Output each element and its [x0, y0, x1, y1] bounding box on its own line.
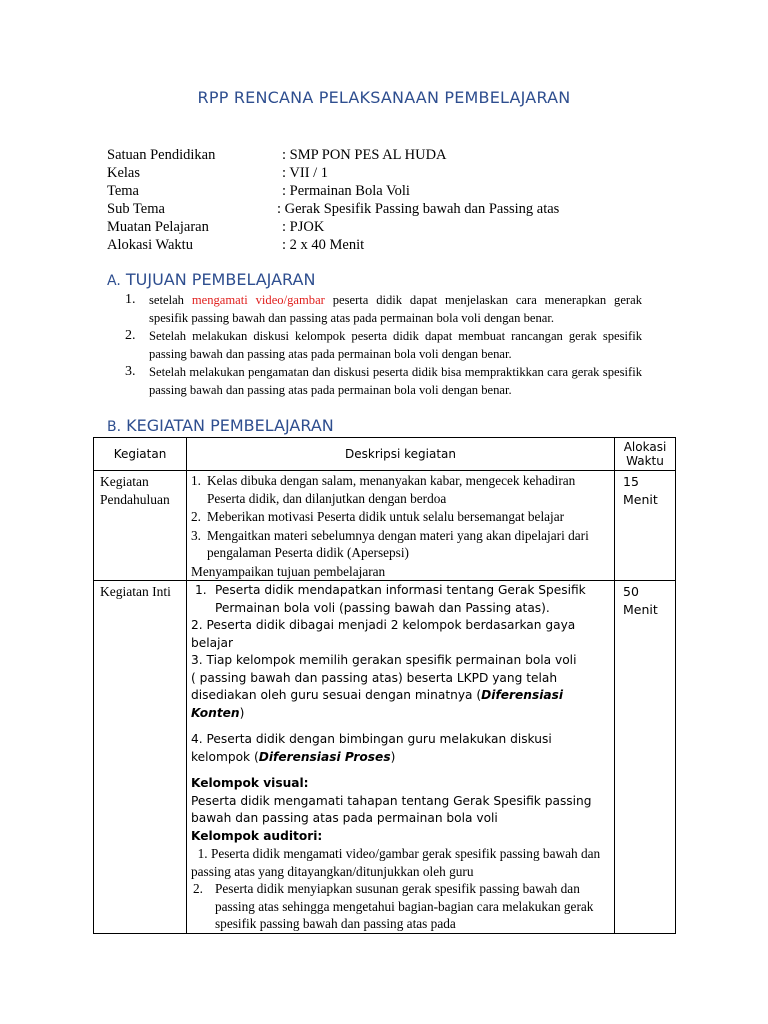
list-item: [191, 527, 610, 562]
list-text-pre: setelah: [149, 293, 192, 307]
row-label-inti: Kegiatan Inti: [94, 581, 187, 934]
info-label: Sub Tema: [107, 201, 165, 217]
row-label-pendahuluan: Kegiatan Pendahuluan: [94, 471, 187, 581]
header-deskripsi: Deskripsi kegiatan: [187, 438, 615, 471]
list-item: [191, 582, 610, 617]
kegiatan-table: [93, 437, 676, 934]
diferensiasi-proses: Diferensiasi Proses: [258, 749, 391, 764]
table-row: [94, 581, 676, 934]
kelompok-auditori-heading: Kelompok auditori:: [191, 828, 323, 843]
list-number: 3.: [191, 527, 201, 543]
list-text: Mengaitkan materi sebelumnya dengan materi yang akan dipelajari dari pengalaman Peserta didik (Apersepsi): [207, 527, 589, 560]
info-label: Kelas: [107, 165, 141, 181]
list-number: 1.: [125, 292, 136, 307]
section-title: KEGIATAN PEMBELAJARAN: [126, 416, 334, 435]
inti-item-4-text: 4. Peserta didik dengan bimbingan guru melakukan diskusi kelompok (: [191, 732, 552, 764]
list-text: Setelah melakukan pengamatan dan diskusi peserta didik bisa mempraktikkan cara gerak spesifik passing bawah dan passing atas pada permainan bola voli dengan benar.: [149, 365, 642, 397]
info-label: Alokasi Waktu: [107, 237, 193, 253]
list-item: [125, 364, 642, 399]
list-item: [125, 328, 642, 363]
list-number: 1.: [191, 473, 201, 488]
pendahuluan-description: [187, 471, 615, 581]
tujuan-list: [125, 292, 642, 400]
info-label: Satuan Pendidikan: [107, 147, 216, 163]
list-item: [191, 508, 610, 526]
inti-item-3b: [191, 670, 610, 723]
list-item: [191, 472, 610, 507]
inti-item-3b-text: ( passing bawah dan passing atas) beserta LKPD yang telah disediakan oleh guru sesuai dengan minatnya (: [191, 670, 558, 702]
list-text: Meberikan motivasi Peserta didik untuk selalu bersemangat belajar: [207, 509, 565, 524]
info-value: : 2 x 40 Menit: [282, 237, 365, 253]
page-title: RPP RENCANA PELAKSANAAN PEMBELAJARAN: [197, 88, 571, 107]
header-kegiatan: Kegiatan: [94, 438, 187, 471]
list-text: Kelas dibuka dengan salam, menanyakan kabar, mengecek kehadiran Peserta didik, dan dilanjutkan dengan berdoa: [207, 473, 576, 506]
table-row: [94, 471, 676, 581]
list-text-post: peserta didik dapat menjelaskan cara menerapkan gerak spesifik passing bawah dan passing atas pada permainan bola voli dengan benar.: [149, 293, 642, 325]
inti-item-4: [191, 731, 610, 766]
info-value: : SMP PON PES AL HUDA: [282, 147, 447, 163]
close-paren: ): [239, 705, 245, 720]
section-letter: B.: [107, 419, 122, 435]
diferensiasi-konten: Diferensiasi Konten: [191, 688, 564, 720]
header-alokasi: Alokasi Waktu: [615, 438, 676, 471]
list-text: Peserta didik mendapatkan informasi tentang Gerak Spesifik Permainan bola voli (passing bawah dan Passing atas).: [215, 583, 586, 615]
section-a-heading: [107, 270, 315, 289]
close-paren: ): [390, 749, 396, 764]
inti-item-3a: 3. Tiap kelompok memilih gerakan spesifik permainan bola voli: [191, 653, 577, 667]
auditori-item-1: 1. Peserta didik mengamati video/gambar gerak spesifik passing bawah dan passing atas yang ditayangkan/ditunjukkan oleh guru: [191, 846, 604, 879]
alokasi-inti: 50 Menit: [615, 581, 676, 934]
info-value: : PJOK: [282, 219, 325, 235]
pendahuluan-tail: Menyampaikan tujuan pembelajaran: [191, 563, 386, 579]
kelompok-visual-heading: Kelompok visual:: [191, 776, 309, 790]
info-label: Tema: [107, 183, 139, 199]
list-number: 2.: [125, 328, 136, 343]
list-number: 1.: [195, 583, 207, 597]
list-number: 3.: [125, 364, 136, 379]
info-value: : VII / 1: [282, 165, 329, 181]
kelompok-visual-text: Peserta didik mengamati tahapan tentang Gerak Spesifik passing bawah dan passing atas pada permainan bola voli: [191, 793, 592, 825]
list-item: [125, 292, 642, 327]
info-value: : Gerak Spesifik Passing bawah dan Passing atas: [277, 201, 560, 217]
list-number: 2.: [191, 509, 201, 524]
section-letter: A.: [107, 273, 121, 289]
info-label: Muatan Pelajaran: [107, 219, 209, 235]
section-b-heading: [107, 416, 334, 435]
list-number: 2.: [193, 881, 203, 896]
info-value: : Permainan Bola Voli: [282, 183, 410, 199]
table-header-row: [94, 438, 676, 471]
inti-item-2: 2. Peserta didik dibagai menjadi 2 kelompok berdasarkan gaya belajar: [191, 618, 576, 650]
list-item: [191, 880, 610, 933]
highlight-text: mengamati video/gambar: [191, 293, 325, 307]
inti-description: [187, 581, 615, 934]
alokasi-pendahuluan: 15 Menit: [615, 471, 676, 581]
list-text: Peserta didik menyiapkan susunan gerak spesifik passing bawah dan passing atas sehingga mengetahui bagian-bagian cara melakukan gerak spesifik passing bawah dan passing atas pada: [215, 881, 594, 931]
section-title: TUJUAN PEMBELAJARAN: [125, 270, 316, 289]
list-text: Setelah melakukan diskusi kelompok peserta didik dapat membuat rancangan gerak spesifik passing bawah dan passing atas pada permainan bola voli dengan benar.: [149, 329, 642, 361]
